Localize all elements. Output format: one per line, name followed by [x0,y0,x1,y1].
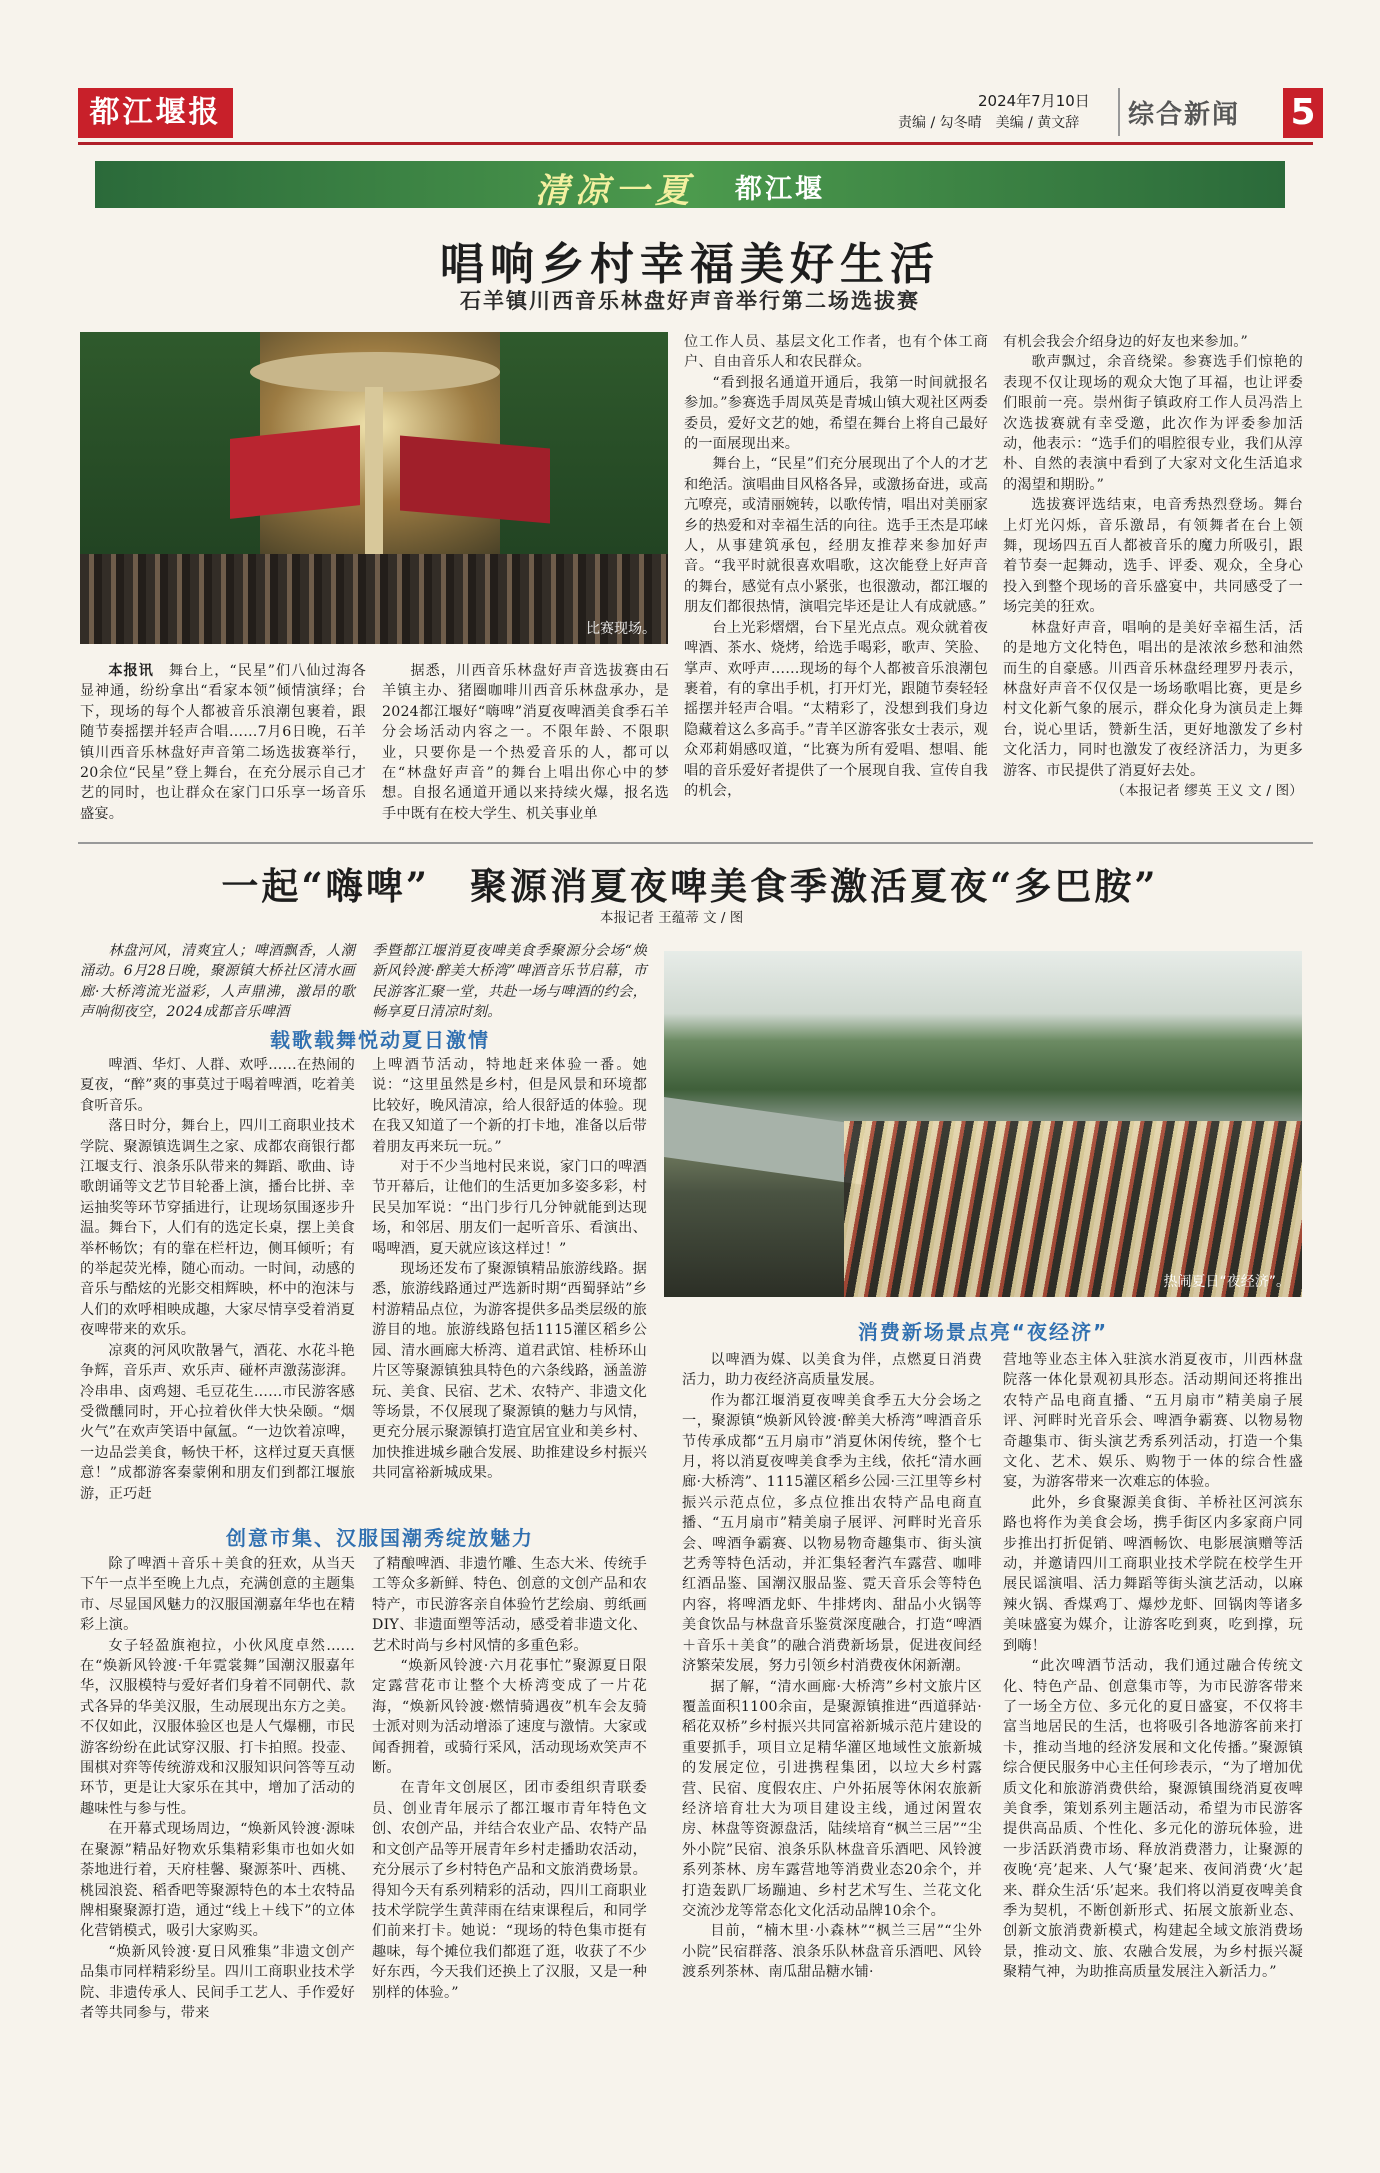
stage-backdrop-shape [230,425,360,519]
paragraph: 女子轻盈旗袍拉，小伙风度卓然……在“焕新风铃渡·千年霓裳舞”国潮汉服嘉年华，汉服模特与爱好者们身着不同朝代、款式各异的华美汉服，生动展现出东方之美。不仅如此，汉服体验区也是人气爆棚，市民游客纷纷在此试穿汉服、打卡拍照。投壶、围棋对弈等传统游戏和汉服知识问答等互动环节，更是让大家乐在其中，增加了活动的趣味性与参与性。 [80,1637,355,1817]
article2-intro-left [80,941,355,1023]
photo-caption: 比赛现场。 [586,621,656,637]
paragraph: 凉爽的河风吹散暑气，酒花、水花斗艳争辉，音乐声、欢乐声、碰杯声激荡澎湃。冷串串、卤鸡翅、毛豆花生……市民游客感受微醺同时，开心拉着伙伴大快朵颐。“烟火气”在欢声笑语中氤氲。“一边饮着凉啤，一边品尝美食，畅快干杯，这样过夏天真惬意！”成都游客秦蒙俐和朋友们到都江堰旅游，正巧赶 [80,1342,355,1502]
paragraph: 台上光彩熠熠，台下星光点点。观众就着夜啤酒、茶水、烧烤，给选手喝彩，歌声、笑脸、掌声、欢呼声……现场的每个人都被音乐浪潮包裹着，有的拿出手机，打开灯光，跟随节奏轻轻摇摆并轻声合唱。“太精彩了，没想到我们身边隐藏着这么多高手。”青羊区游客张女士表示，观众邓莉娟感叹道，“比赛为所有爱唱、想唱、能唱的音乐爱好者提供了一个展现自我、宣传自我的机会， [684,619,988,799]
paragraph: 啤酒、华灯、人群、欢呼……在热闹的夏夜，“醉”爽的事莫过于喝着啤酒，吃着美食听音乐。 [80,1057,355,1114]
article1-byline: （本报记者 缪英 王义 文 / 图） [1111,782,1303,799]
article2-title[interactable]: 一起“嗨啤” 聚源消夏夜啤美食季激活夏夜“多巴胺” [221,864,1159,908]
article1-subtitle: 石羊镇川西音乐林盘好声音举行第二场选拔赛 [460,289,920,313]
paragraph: 目前，“楠木里·小森林”“枫兰三居”“尘外小院”民宿群落、浪条乐队林盘音乐酒吧、风铃渡系列茶林、南瓜甜品糖水铺· [682,1923,982,1981]
photo-caption: 热闹夏日“夜经济”。 [1163,1274,1290,1290]
article2-intro-right [372,941,647,1023]
article1-column-2 [382,661,669,824]
paragraph: “焕新风铃渡·夏日风雅集”非遗文创产品集市同样精彩纷呈。四川工商职业技术学院、非遗传承人、民间手工艺人、手作爱好者等共同参与，带来 [80,1943,355,2021]
paragraph: 此外，乡食聚源美食街、羊桥社区河滨东路也将作为美食会场，携手街区内多家商户同步推出打折促销、啤酒畅饮、电影展演赠等活动，并邀请四川工商职业技术学院在校学生开展民谣演唱、活力舞蹈等街头演艺活动，以麻辣火锅、香煤鸡丁、爆炒龙虾、回锅肉等诸多美味盛宴为媒介，让游客吃到爽，吃到撑，玩到嗨！ [1003,1494,1303,1654]
article1-column-4 [1003,332,1303,801]
section-divider [1118,88,1120,136]
paragraph: 除了啤酒＋音乐＋美食的狂欢，从当天下午一点半至晚上九点，充满创意的主题集市、尽显国风魅力的汉服国潮嘉年华也在精彩上演。 [80,1556,355,1634]
newspaper-logo[interactable]: 都江堰报 [78,88,233,138]
paragraph: 了精酿啤酒、非遗竹雕、生态大米、传统手工等众多新鲜、特色、创意的文创产品和农特产，市民游客亲自体验竹艺绘扇、剪纸画DIY、非遗面塑等活动，感受着非遗文化、艺术时尚与乡村风情的多重色彩。 [372,1556,647,1654]
paragraph: 据悉，川西音乐林盘好声音选拔赛由石羊镇主办、猪圈咖啡川西音乐林盘承办，是2024都江堰好“嗨啤”消夏夜啤酒美食季石羊分会场活动内容之一。不限年龄、不限职业，只要你是一个热爱音乐的人，都可以在“林盘好声音”的舞台上唱出你心中的梦想。自报名通道开通以来持续火爆，报名选手中既有在校大学生、机关事业单 [382,663,669,822]
paragraph: 据了解，“清水画廊·大桥湾”乡村文旅片区覆盖面积1100余亩，是聚源镇推进“西道驿站·稻花双桥”乡村振兴共同富裕新城示范片建设的重要抓手，项目立足精华灌区地域性文旅新城的发展定位，引进携程集团，以垃大乡村露营、民宿、度假农庄、户外拓展等休闲农旅新经济培育壮大为项目建设主线，通过闲置农房、林盘等资源盘活，陆续培育“枫兰三居”“尘外小院”民宿、浪条乐队林盘音乐酒吧、风铃渡系列茶林、房车露营地等消费业态20余个，并打造轰趴厂场蹦迪、乡村艺术写生、兰花文化交流沙龙等常态化文化活动品牌10余个。 [682,1678,982,1919]
editor-credits: 责编 / 勾冬晴 美编 / 黄文辞 [898,115,1080,131]
stage-backdrop-shape [400,435,550,523]
paragraph: 现场还发布了聚源镇精品旅游线路。据悉，旅游线路通过严选新时期“西蜀驿站”乡村游精品点位，为游客提供多品类层级的旅游目的地。旅游线路包括1115灌区稻乡公园、清水画廊大桥湾、道君武馆、桂桥环山片区等聚源镇独具特色的六条线路，涵盖游玩、美食、民宿、艺术、农特产、非遗文化等场景，不仅展现了聚源镇的魅力与风情，更充分展示聚源镇打造宜居宜业和美乡村、加快推进城乡融合发展、助推建设乡村振兴共同富裕新城成果。 [372,1261,647,1482]
paragraph: 有机会我会介绍身边的好友也来参加。” [1003,334,1248,350]
river-shape [664,1097,864,1185]
masthead-rule [78,142,1313,145]
article2-author: 本报记者 王蕴蒂 文 / 图 [600,910,744,926]
article1-column-3 [684,332,988,801]
article2-photo[interactable] [664,951,1302,1297]
article2-section3-column-1 [682,1350,982,1983]
paragraph: “此次啤酒节活动，我们通过融合传统文化、特色产品、创意集市等，为市民游客带来了一场全方位、多元化的夏日盛宴，不仅将丰富当地居民的生活，也将吸引各地游客前来打卡，推动当地的经济发展和文化传播。”聚源镇综合便民服务中心主任何珍表示，“为了增加优质文化和旅游消费供给，聚源镇围绕消夏夜啤美食季，策划系列主题活动，希望为市民游客提供高品质、个性化、多元化的游玩体验，进一步活跃消费市场、释放消费潜力，让聚源的夜晚‘亮’起来、人气‘聚’起来、夜间消费‘火’起来、群众生活‘乐’起来。我们将以消夏夜啤美食季为契机，不断创新形式、拓展文旅新业态、创新文旅消费新模式，构建起全域文旅消费场景，推动文、旅、农融合发展，为乡村振兴凝聚精气神，为助推高质量发展注入新活力。” [1003,1658,1303,1981]
paragraph: 以啤酒为媒、以美食为伴，点燃夏日消费活力，助力夜经济高质量发展。 [682,1352,982,1389]
paragraph: 林盘河风，清爽宜人；啤酒飘香，人潮涌动。6月28日晚，聚源镇大桥社区清水画廊·大桥湾流光溢彩，人声鼎沸，激昂的歌声响彻夜空，2024成都音乐啤酒 [80,943,355,1021]
paragraph: 季暨都江堰消夏夜啤美食季聚源分会场“焕新风铃渡·醉美大桥湾”啤酒音乐节启幕，市民游客汇聚一堂，共赴一场与啤酒的约会，畅享夏日清凉时刻。 [372,943,647,1021]
article1-column-1 [80,661,366,824]
stage-canopy-shape [250,352,500,392]
paragraph: 在青年文创展区，团市委组织青联委员、创业青年展示了都江堰市青年特色文创、农创产品，并结合农业产品、农特产品和文创产品等开展青年乡村走播助农活动，充分展示了乡村特色产品和文旅消费场景。得知今天有系列精彩的活动，四川工商职业技术学院学生黄萍雨在结束课程后，和同学们前来打卡。她说：“现场的特色集市挺有趣味，每个摊位我们都逛了逛，收获了不少好东西，今天我们还换上了汉服，又是一种别样的体验。” [372,1780,647,2001]
paragraph: 舞台上，“民星”们八仙过海各显神通，纷纷拿出“看家本领”倾情演绎；台下，现场的每个人都被音乐浪潮包裹着，跟随节奏摇摆并轻声合唱……7月6日晚，石羊镇川西音乐林盘好声音第二场选拔赛举行，20余位“民星”登上舞台，在充分展示自己才艺的同时，也让群众在家门口乐享一场音乐盛宴。 [80,663,366,822]
page-number: 5 [1283,88,1323,138]
article1-title[interactable]: 唱响乡村幸福美好生活 [440,239,940,290]
paragraph: 在开幕式现场周边，“焕新风铃渡·源味在聚源”精品好物欢乐集精彩集市也如火如荼地进行着，天府桂馨、聚源茶叶、西桃、桃园浪瓷、稻香吧等聚源特色的本土农特品牌相聚聚源打造，通过“线上＋线下”的立体化营销模式，吸引大家购买。 [80,1821,355,1940]
subhead-1: 载歌载舞悦动夏日激情 [270,1028,490,1052]
paragraph: “看到报名通道开通后，我第一时间就报名参加。”参赛选手周凤英是青城山镇大观社区两委委员，爱好文艺的她，希望在舞台上将自己最好的一面展现出来。 [684,374,988,453]
lead-keyword: 本报讯 [108,663,154,679]
masthead [78,88,1316,140]
paragraph: 林盘好声音，唱响的是美好幸福生活，活的是地方文化特色，唱出的是浓浓乡愁和油然而生的自豪感。川西音乐林盘经理罗丹表示，林盘好声音不仅仅是一场场歌唱比赛，更是乡村文化新气象的展示，群众化身为演员走上舞台，说心里话，赞新生活，更好地激发了乡村文化活力，同时也激发了夜经济活力，为更多游客、市民提供了消夏好去处。 [1003,619,1303,779]
paragraph: 作为都江堰消夏夜啤美食季五大分会场之一，聚源镇“焕新风铃渡·醉美大桥湾”啤酒音乐节传承成都“五月扇市”消夏休闲传统，整个七月，将以消夏夜啤美食季为主线，依托“清水画廊·大桥湾”、1115灌区稻乡公园·三江里等乡村振兴示范点位，多点位推出农特产品电商直播、“五月扇市”精美扇子展评、河畔时光音乐会、啤酒争霸赛、以物易物奇趣集市、街头演艺秀等特色活动，并汇集轻奢汽车露营、咖啡红酒品鉴、国潮汉服品鉴、霓天音乐会等特色内容，将啤酒龙虾、牛排烤肉、甜品小火锅等美食饮品与林盘音乐鉴赏深度融合，打造“啤酒＋音乐＋美食”的融合消费新场景，促进夜间经济繁荣发展，努力引领乡村消费夜休闲新潮。 [682,1392,982,1675]
paragraph: 舞台上，“民星”们充分展现出了个人的才艺和绝活。演唱曲目风格各异，或激扬奋进，或高亢嘹亮，或清丽婉转，以歌传情，唱出对美丽家乡的热爱和对幸福生活的向往。选手王杰是邛崃人，从事建筑承包，经朋友推荐来参加好声音。“我平时就很喜欢唱歌，这次能登上好声音的舞台，感觉有点小紧张，也很激动，都江堰的朋友们都很热情，演唱完毕还是让人有成就感。” [684,456,988,616]
section-name: 综合新闻 [1128,100,1241,130]
article-divider [78,842,1313,844]
subhead-3: 消费新场景点亮“夜经济” [857,1320,1109,1344]
paragraph: 营地等业态主体入驻滨水消夏夜市，川西林盘院落一体化景观初具形态。活动期间还将推出农特产品电商直播、“五月扇市”精美扇子展评、河畔时光音乐会、啤酒争霸赛、以物易物奇趣集市、街头演艺秀系列活动，打造一个集文化、艺术、娱乐、购物于一体的综合性盛宴，为游客带来一次难忘的体验。 [1003,1352,1303,1491]
paragraph: 歌声飘过，余音绕梁。参赛选手们惊艳的表现不仅让现场的观众大饱了耳福，也让评委们眼前一亮。崇州街子镇政府工作人员冯浩上次选拔赛就有幸受邀，此次作为评委参加活动，他表示：“选手们的唱腔很专业，我们从淳朴、自然的表演中看到了大家对文化生活追求的渴望和期盼。” [1003,354,1303,493]
paragraph: 上啤酒节活动，特地赶来体验一番。她说：“这里虽然是乡村，但是风景和环境都比较好，晚风清凉，给人很舒适的体验。现在我又知道了一个新的打卡地，准备以后带着朋友再来玩一玩。” [372,1057,647,1155]
paragraph: 落日时分，舞台上，四川工商职业技术学院、聚源镇选调生之家、成都农商银行都江堰支行、浪条乐队带来的舞蹈、歌曲、诗歌朗诵等文艺节目轮番上演，播台比拼、幸运抽奖等环节穿插进行，让现场氛围逐步升温。舞台下，人们有的选定长桌，摆上美食举杯畅饮；有的靠在栏杆边，侧耳倾听；有的举起荧光棒，随心而动。一时间，动感的音乐与酷炫的光影交相辉映，杯中的泡沫与人们的欢呼相映成趣，大家尽情享受着消夏夜啤带来的欢乐。 [80,1118,355,1339]
article2-section1-column-2 [372,1055,647,1484]
audience-shape [80,554,668,644]
banner-place: 都江堰 [735,174,825,205]
paragraph: 选拔赛评选结束，电音秀热烈登场。舞台上灯光闪烁，音乐激昂，有领舞者在台上领舞，现场四五百人都被音乐的魔力所吸引，跟着节奏一起舞动，选手、评委、观众，全身心投入到整个现场的音乐盛宴中，共同感受了一场完美的狂欢。 [1003,497,1303,616]
paragraph: 位工作人员、基层文化工作者，也有个体工商户、自由音乐人和农民群众。 [684,334,988,371]
article2-section3-column-2 [1003,1350,1303,1983]
article2-section1-column-1 [80,1055,355,1504]
article2-section2-column-2 [372,1554,647,2003]
subhead-2: 创意市集、汉服国潮秀绽放魅力 [226,1526,534,1550]
article1-photo[interactable] [80,332,668,644]
issue-date: 2024年7月10日 [978,92,1090,110]
banner-script-title: 清凉一夏 [535,171,695,211]
canopy-pole-shape [365,387,383,557]
paragraph: 对于不少当地村民来说，家门口的啤酒节开幕后，让他们的生活更加多姿多彩，村民吴加军说：“出门步行几分钟就能到达现场，和邻居、朋友们一起听音乐、看演出、喝啤酒，夏天就应该这样过！” [372,1159,647,1257]
paragraph: “焕新风铃渡·六月花事忙”聚源夏日限定露营花市让整个大桥湾变成了一片花海，“焕新风铃渡·燃情骑遇夜”机车会友骑士派对则为活动增添了速度与激情。大家或闻香拥着，或骑行采风，活动现场欢笑声不断。 [372,1658,647,1777]
article2-section2-column-1 [80,1554,355,2023]
column-banner [95,161,1285,211]
